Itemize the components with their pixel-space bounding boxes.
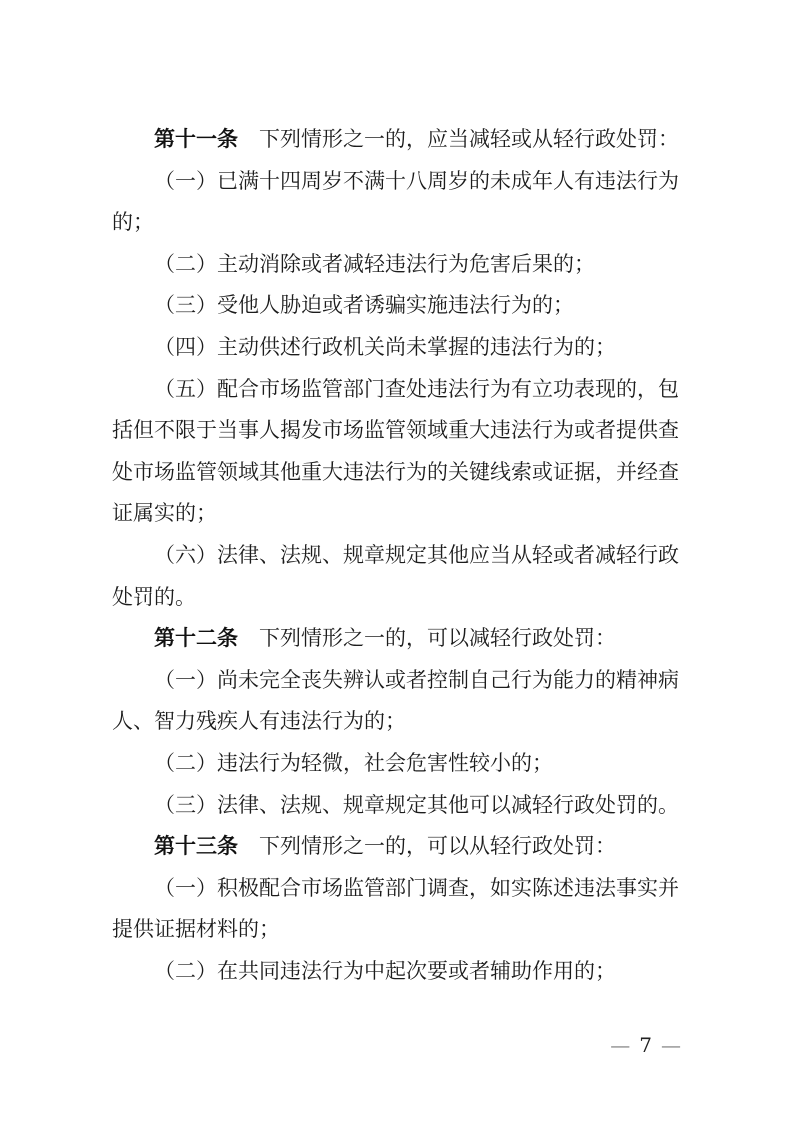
footer-dash-left: —: [610, 1034, 631, 1056]
paragraph-item: [112, 327, 679, 369]
page-number: 7: [639, 1033, 652, 1057]
paragraph-text: （二）在共同违法行为中起次要或者辅助作用的；: [154, 958, 616, 983]
paragraph-item: [112, 285, 679, 327]
paragraph-item: [112, 161, 679, 244]
article-number: 第十三条: [154, 834, 238, 859]
paragraph-text: （三）法律、法规、规章规定其他可以减轻行政处罚的。: [154, 792, 679, 817]
article-number: 第十一条: [154, 127, 238, 151]
paragraph-article-12: [112, 618, 679, 660]
page-footer: [610, 1031, 681, 1059]
paragraph-text: 下列情形之一的，应当减轻或从轻行政处罚：: [238, 127, 679, 151]
paragraph-text: （一）已满十四周岁不满十八周岁的未成年人有违法行为的；: [112, 168, 679, 235]
paragraph-text: （三）受他人胁迫或者诱骗实施违法行为的；: [154, 293, 574, 318]
document-body: [112, 119, 679, 992]
paragraph-text: 下列情形之一的，可以从轻行政处罚：: [238, 834, 616, 859]
paragraph-item: [112, 369, 679, 535]
paragraph-text: （一）尚未完全丧失辨认或者控制自己行为能力的精神病人、智力残疾人有违法行为的；: [112, 667, 679, 734]
paragraph-item: [112, 535, 679, 618]
paragraph-article-11: [112, 119, 679, 161]
paragraph-item: [112, 244, 679, 286]
paragraph-text: （二）主动消除或者减轻违法行为危害后果的；: [154, 251, 595, 276]
paragraph-article-13: [112, 826, 679, 868]
paragraph-item: [112, 868, 679, 951]
paragraph-item: [112, 660, 679, 743]
paragraph-text: （五）配合市场监管部门查处违法行为有立功表现的，包括但不限于当事人揭发市场监管领域重大违法行为或者提供查处市场监管领域其他重大违法行为的关键线索或证据，并经查证属实的；: [112, 376, 679, 526]
paragraph-text: 下列情形之一的，可以减轻行政处罚：: [238, 626, 616, 651]
paragraph-text: （四）主动供述行政机关尚未掌握的违法行为的；: [154, 334, 616, 359]
footer-dash-right: —: [661, 1034, 681, 1056]
paragraph-item: [112, 743, 679, 785]
paragraph-item: [112, 785, 679, 827]
paragraph-item: [112, 951, 679, 993]
paragraph-text: （二）违法行为轻微，社会危害性较小的；: [154, 750, 553, 775]
paragraph-text: （六）法律、法规、规章规定其他应当从轻或者减轻行政处罚的。: [112, 542, 679, 609]
paragraph-text: （一）积极配合市场监管部门调查，如实陈述违法事实并提供证据材料的；: [112, 875, 679, 942]
article-number: 第十二条: [154, 626, 238, 651]
